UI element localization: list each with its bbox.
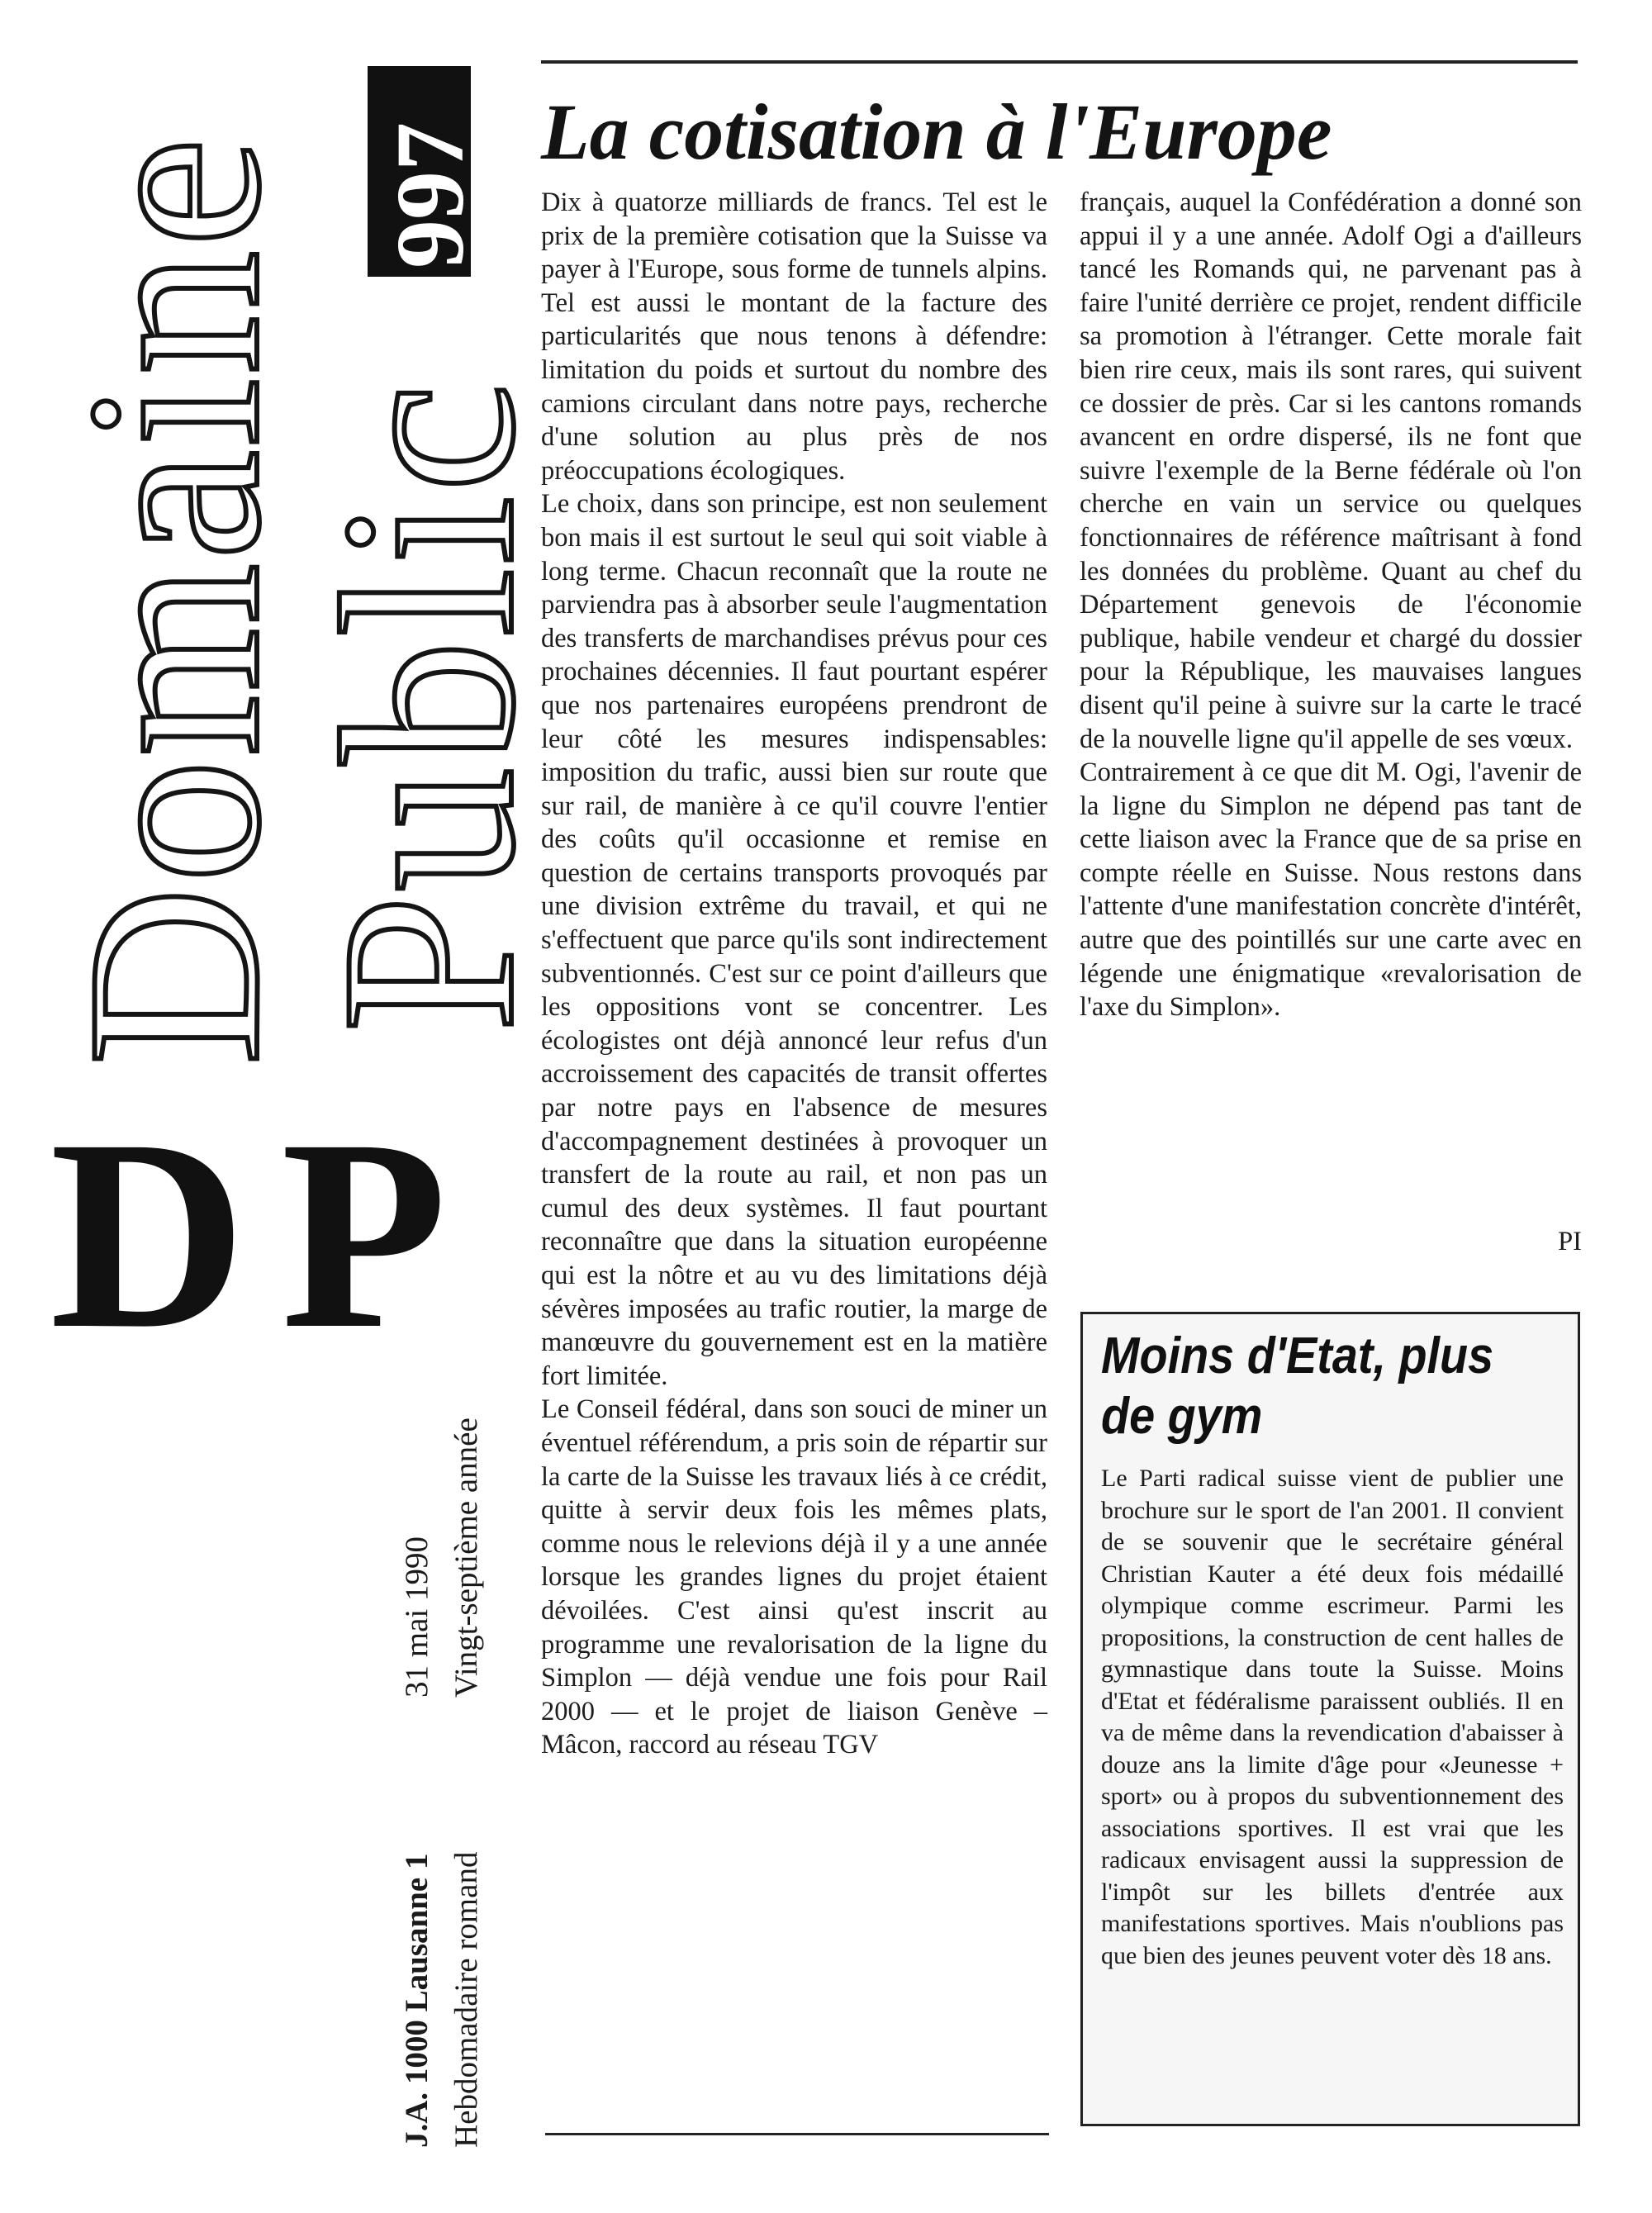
- issue-date: 31 mai 1990: [399, 1536, 434, 1698]
- issue-number: 997: [376, 122, 484, 268]
- article-column-1: [541, 186, 1047, 2111]
- article-paragraph: Dix à quatorze milliards de francs. Tel est le prix de la première cotisation que la Suisse va payer à l'Europe, sous forme de tunnels alpins. Tel est aussi le montant de la facture des particularités que nous tenons à défendre: limitation du poids et surtout du nombre des camions circulant dans notre pays, recherche d'une solution au plus près de nos préoccupations écologiques.: [541, 188, 1047, 486]
- article-paragraph: Le choix, dans son principe, est non seulement bon mais il est surtout le seul qui soit viable à long terme. Chacun reconnaît que la route ne parviendra pas à absorber seule l'augmentation des transferts de marchandises prévus pour ces prochaines décennies. Il faut pourtant espérer que nos partenaires européens prendront de leur côté les mesures indispensables: imposition du trafic, aussi bien sur route que sur rail, de manière à ce qu'il couvre l'entier des coûts qu'il occasionne et remise en question de certains transports provoqués par une division extrême du travail, et qui ne s'effectuent que parce qu'ils sont indirectement subventionnés. C'est sur ce point d'ailleurs que les oppositions vont se concentrer. Les écologistes ont déjà annoncé leur refus d'un accroissement des capacités de transit offertes par notre pays en l'absence de mesures d'accompagnement destinées à provoquer un transfert de la route au rail, et non pas un cumul des deux systèmes. Il faut pourtant reconnaître que dans la situation européenne qui est la nôtre et au vu des limitations déjà sévères imposées au trafic routier, la marge de manœuvre du gouvernement est en la matière fort limitée.: [541, 489, 1047, 1391]
- volume-year: Vingt-septième année: [449, 1418, 484, 1698]
- author-signature: PI: [1558, 1227, 1582, 1256]
- logo-letter-p: P: [281, 1084, 448, 1385]
- sidebar-title: Moins d'Etat, plus de gym: [1101, 1327, 1494, 1446]
- publication-type: Hebdomadaire romand: [449, 1851, 484, 2148]
- masthead-title-public: Public: [291, 379, 565, 1033]
- article-paragraph: Le Conseil fédéral, dans son souci de miner un éventuel référendum, a pris soin de répartir sur la carte de la Suisse les travaux liés à ce crédit, quitte à servir deux fois les mêmes plats, comme nous le relevions déjà il y a une année lorsque les grandes lignes du projet étaient dévoilées. C'est ainsi qu'est inscrit au programme une revalorisation de la ligne du Simplon — déjà vendue une fois pour Rail 2000 — et le projet de liaison Genève – Mâcon, raccord au réseau TGV: [541, 1394, 1047, 1760]
- headline-rule: [541, 60, 1578, 64]
- postal-code-line: J.A. 1000 Lausanne 1: [399, 1853, 434, 2148]
- sidebar-box: [1080, 1312, 1580, 2126]
- article-column-2: [1080, 186, 1582, 1239]
- article-paragraph: Contrairement à ce que dit M. Ogi, l'avenir de la ligne du Simplon ne dépend pas tant de cette liaison avec la France que de sa prise en compte réelle en Suisse. Nous restons dans l'attente d'une manifestation concrète d'intérêt, autre que des pointillés sur une carte avec en légende une énigmatique «revalorisation de l'axe du Simplon».: [1080, 757, 1582, 1023]
- masthead-title-domaine: Domaine: [36, 134, 311, 1066]
- logo-letter-d: D: [50, 1084, 247, 1385]
- bottom-rule: [545, 2133, 1049, 2135]
- article-paragraph: français, auquel la Confédération a donné son appui il y a une année. Adolf Ogi a d'ailleurs tancé les Romands qui, ne parvenant pas à faire l'unité derrière ce projet, rendent difficile sa promotion à l'étranger. Cette morale fait bien rire ceux, mais ils sont rares, qui suivent ce dossier de près. Car si les cantons romands avancent en ordre dispersé, ils ne font que suivre l'exemple de la Berne fédérale où l'on cherche en vain un service ou quelques fonctionnaires de référence maîtrisant à fond les données du problème. Quant au chef du Département genevois de l'économie publique, habile vendeur et chargé du dossier pour la République, les mauvaises langues disent qu'il peine à suivre sur la carte le tracé de la nouvelle ligne qu'il appelle de ses vœux.: [1080, 188, 1582, 754]
- article-headline: La cotisation à l'Europe: [541, 88, 1332, 176]
- sidebar-text: Le Parti radical suisse vient de publier une brochure sur le sport de l'an 2001. Il convient de se souvenir que le secrétaire général Christian Kauter a été deux fois médaillé olympique comme escrimeur. Parmi les propositions, la construction de cent halles de gymnastique dans toute la Suisse. Moins d'Etat et fédéralisme paraissent oubliés. Il en va de même dans la revendication d'abaisser à douze ans la limite d'âge pour «Jeunesse + sport» ou à propos du subventionnement des associations sportives. Il est vrai que les radicaux envisagent aussi la suppression de l'impôt sur les billets d'entrée aux manifestations sportives. Mais n'oublions pas que bien des jeunes peuvent voter dès 18 ans.: [1101, 1465, 1564, 1969]
